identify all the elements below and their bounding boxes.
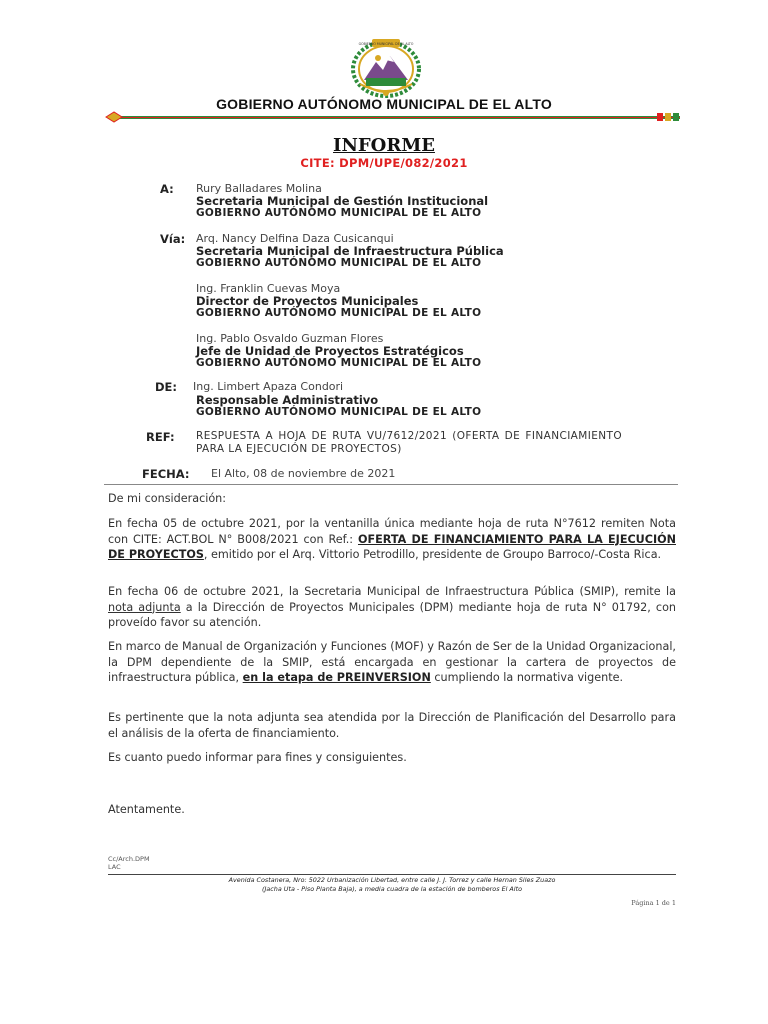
recipient-a-org: GOBIERNO AUTÓNOMO MUNICIPAL DE EL ALTO — [196, 207, 482, 219]
document-title: INFORME — [333, 135, 435, 156]
label-ref: REF: — [146, 430, 175, 444]
header-title: GOBIERNO AUTÓNOMO MUNICIPAL DE EL ALTO — [216, 96, 552, 112]
paragraph-3-text-c: cumpliendo la normativa vigente. — [430, 671, 624, 684]
header-rule — [108, 116, 680, 119]
cc-block — [108, 855, 150, 871]
paragraph-1-text-a: En fecha 05 de octubre 2021, por la ventanilla única mediante hoja de ruta N°7612 remiten Nota con CITE: ACT.BOL N° B008/2021 con Ref.: — [108, 517, 676, 546]
label-de: DE: — [155, 380, 178, 394]
recipient-a-role: Secretaria Municipal de Gestión Institucional — [196, 194, 489, 208]
sender-role: Responsable Administrativo — [196, 393, 379, 407]
date-value: El Alto, 08 de noviembre de 2021 — [211, 467, 396, 480]
reference-text: RESPUESTA A HOJA DE RUTA VU/7612/2021 (OFERTA DE FINANCIAMIENTO PARA LA EJECUCIÓN DE PROYECTOS) — [196, 430, 622, 455]
footer-rule — [108, 874, 676, 875]
coat-of-arms-icon — [350, 36, 422, 98]
paragraph-2 — [108, 584, 676, 631]
label-via: Vía: — [160, 232, 186, 246]
paragraph-3 — [108, 639, 676, 686]
via-1-name: Arq. Nancy Delfina Daza Cusicanqui — [196, 232, 394, 245]
via-1-org: GOBIERNO AUTÓNOMO MUNICIPAL DE EL ALTO — [196, 257, 482, 269]
closing: Atentamente. — [108, 803, 185, 816]
page-number: Página 1 de 1 — [631, 899, 676, 907]
cite-number: CITE: DPM/UPE/082/2021 — [300, 156, 468, 170]
label-fecha: FECHA: — [142, 467, 190, 481]
via-2-org: GOBIERNO AUTÓNOMO MUNICIPAL DE EL ALTO — [196, 307, 482, 319]
via-3-name: Ing. Pablo Osvaldo Guzman Flores — [196, 332, 384, 345]
footer-address-2: (Jacha Uta - Piso Planta Baja), a media cuadra de la estación de bomberos El Alto — [262, 885, 522, 893]
paragraph-1 — [108, 516, 676, 563]
via-3-role: Jefe de Unidad de Proyectos Estratégicos — [196, 344, 464, 358]
header-rule-right-ornament — [656, 111, 680, 123]
paragraph-3-text-a: En marco de Manual de Organización y Funciones (MOF) y Razón de Ser de la Unidad Organizacional, la DPM dependiente de la SMIP, está encargada en gestionar la cartera de proyectos de infraestructura pública, — [108, 640, 676, 684]
paragraph-2-text-a: En fecha 06 de octubre 2021, la Secretaria Municipal de Infraestructura Pública (SMIP), remite la — [108, 585, 676, 598]
seal-text: GOBIERNO MUNICIPAL DE EL ALTO — [358, 42, 414, 46]
via-2-name: Ing. Franklin Cuevas Moya — [196, 282, 341, 295]
recipient-a-name: Rury Balladares Molina — [196, 182, 322, 195]
sender-org: GOBIERNO AUTÓNOMO MUNICIPAL DE EL ALTO — [196, 406, 482, 418]
greeting: De mi consideración: — [108, 492, 227, 505]
paragraph-2-text-c: a la Dirección de Proyectos Municipales (DPM) mediante hoja de ruta N° 01792, con proveído favor su atención. — [108, 600, 676, 629]
paragraph-1-emphasis: OFERTA DE FINANCIAMIENTO PARA LA EJECUCIÓN DE PROYECTOS — [108, 532, 676, 561]
paragraph-3-emphasis: en la etapa de PREINVERSION — [242, 671, 431, 684]
paragraph-1-text-c: , emitido por el Arq. Vittorio Petrodillo, presidente de Groupo Barroco/-Costa Rica. — [203, 548, 662, 561]
paragraph-5: Es cuanto puedo informar para fines y consiguientes. — [108, 751, 407, 764]
paragraph-4: Es pertinente que la nota adjunta sea atendida por la Dirección de Planificación del Desarrollo para el análisis de la oferta de financiamiento. — [108, 711, 676, 740]
header-separator — [104, 484, 678, 485]
footer-address-1: Avenida Costanera, Nro: 5022 Urbanización Libertad, entre calle J. J. Torrez y calle Hernan Siles Zuazo — [228, 876, 556, 884]
paragraph-2-underlined: nota adjunta — [108, 600, 181, 614]
header-rule-left-ornament — [104, 111, 124, 123]
via-3-org: GOBIERNO AUTÓNOMO MUNICIPAL DE EL ALTO — [196, 357, 482, 369]
cc-line-2: LAC — [108, 863, 121, 871]
via-2-role: Director de Proyectos Municipales — [196, 294, 419, 308]
label-a: A: — [160, 182, 174, 196]
via-1-role: Secretaria Municipal de Infraestructura Pública — [196, 244, 504, 258]
cc-line-1: Cc/Arch.DPM — [108, 855, 150, 863]
sender-name: Ing. Limbert Apaza Condori — [193, 380, 344, 393]
